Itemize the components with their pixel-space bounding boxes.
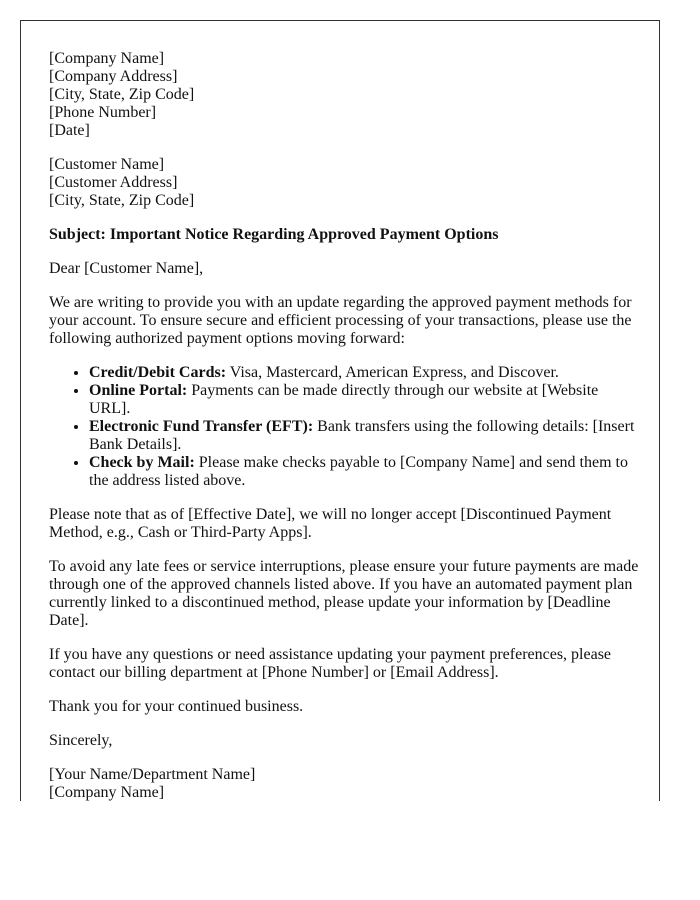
payment-option-text: Bank transfers using the following details: [Insert Bank Details].: [89, 418, 635, 453]
payment-option-eft: [89, 418, 639, 454]
payment-option-text: Visa, Mastercard, American Express, and Discover.: [226, 364, 559, 381]
payment-options-list: [49, 364, 639, 490]
spacer: [49, 210, 639, 226]
signature-name: [Your Name/Department Name]: [49, 766, 256, 783]
spacer: [49, 140, 639, 156]
spacer: [49, 630, 639, 646]
signature-company: [Company Name]: [49, 784, 165, 801]
subject-line: Subject: Important Notice Regarding Approved Payment Options: [49, 226, 499, 243]
avoid-fees-paragraph: To avoid any late fees or service interruptions, please ensure your future payments are made through one of the approved channels listed above. If you have an automated payment plan currently linked to a discontinued method, please update your information by [Deadline Date].: [49, 558, 639, 629]
salutation: Dear [Customer Name],: [49, 260, 204, 277]
sender-phone: [Phone Number]: [49, 104, 157, 121]
payment-option-text: Please make checks payable to [Company Name] and send them to the address listed above.: [89, 454, 628, 489]
payment-option-label: Check by Mail:: [89, 454, 195, 471]
letter-date: [Date]: [49, 122, 90, 139]
spacer: [49, 244, 639, 260]
spacer: [49, 348, 639, 364]
payment-option-check-by-mail: [89, 454, 639, 490]
recipient-name: [Customer Name]: [49, 156, 165, 173]
spacer: [49, 750, 639, 766]
spacer: [49, 682, 639, 698]
spacer: [49, 278, 639, 294]
spacer: [49, 490, 639, 506]
payment-option-credit-debit: [89, 364, 639, 382]
sender-address-block: [49, 50, 639, 140]
letter-content: [49, 50, 639, 801]
sender-city-state-zip: [City, State, Zip Code]: [49, 86, 195, 103]
payment-option-label: Online Portal:: [89, 382, 188, 399]
spacer: [49, 542, 639, 558]
recipient-address-block: [49, 156, 639, 210]
recipient-address: [Customer Address]: [49, 174, 178, 191]
signature-block: [49, 766, 639, 801]
thanks-paragraph: Thank you for your continued business.: [49, 698, 304, 715]
closing: Sincerely,: [49, 732, 113, 749]
letter-page: [20, 20, 660, 801]
intro-paragraph: We are writing to provide you with an update regarding the approved payment methods for your account. To ensure secure and efficient processing of your transactions, please use the following authorized payment options moving forward:: [49, 294, 632, 347]
payment-option-text: Payments can be made directly through our website at [Website URL].: [89, 382, 599, 417]
payment-option-label: Credit/Debit Cards:: [89, 364, 227, 381]
questions-paragraph: If you have any questions or need assistance updating your payment preferences, please contact our billing department at [Phone Number] or [Email Address].: [49, 646, 612, 681]
payment-option-label: Electronic Fund Transfer (EFT):: [89, 418, 314, 435]
sender-company-name: [Company Name]: [49, 50, 165, 67]
recipient-city-state-zip: [City, State, Zip Code]: [49, 192, 195, 209]
sender-company-address: [Company Address]: [49, 68, 178, 85]
discontinued-paragraph: Please note that as of [Effective Date], we will no longer accept [Discontinued Payment Method, e.g., Cash or Third-Party Apps].: [49, 506, 612, 541]
spacer: [49, 716, 639, 732]
payment-option-online-portal: [89, 382, 639, 418]
